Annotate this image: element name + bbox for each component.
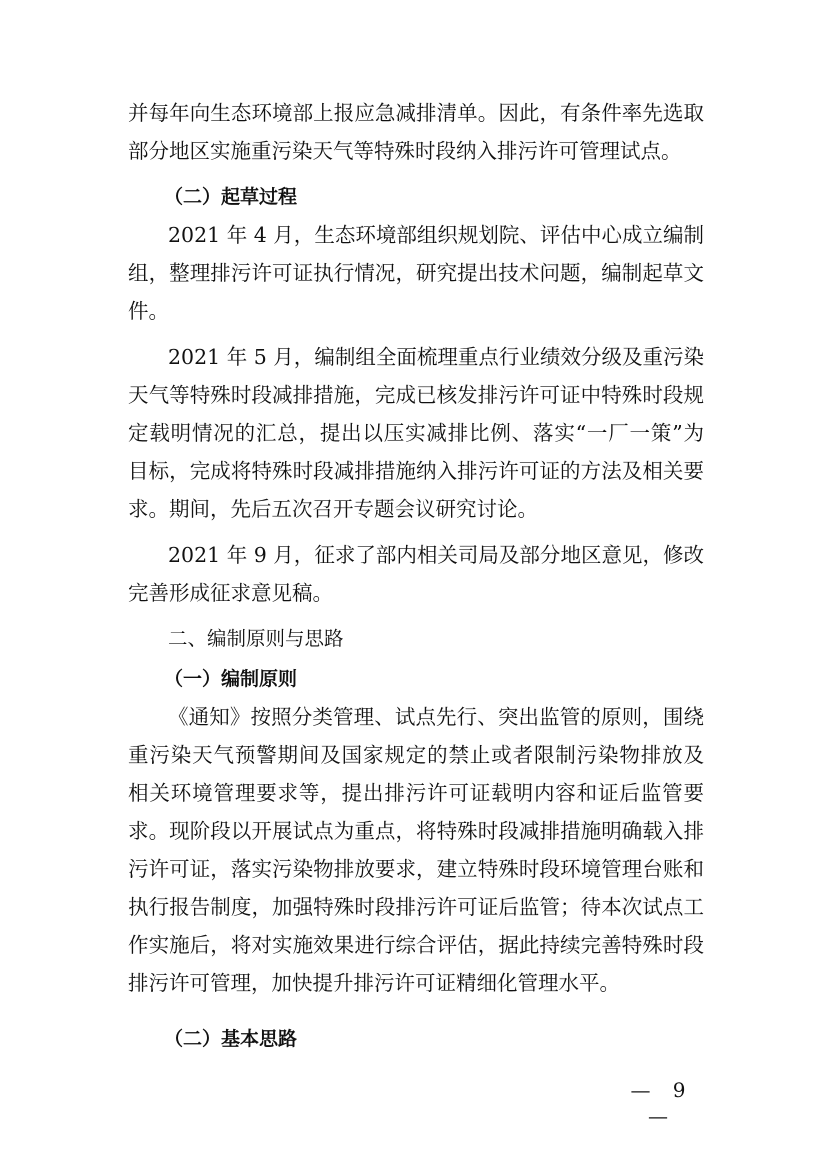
paragraph-line: 求。现阶段以开展试点为重点，将特殊时段减排措施明确载入排 [128, 819, 704, 843]
paragraph-line: 相关环境管理要求等，提出排污许可证载明内容和证后监管要 [128, 781, 704, 805]
section-heading: （二）基本思路 [164, 1028, 298, 1050]
paragraph-line: 目标，完成将特殊时段减排措施纳入排污许可证的方法及相关要 [128, 459, 704, 483]
paragraph-line: 2021 年 4 月，生态环境部组织规划院、评估中心成立编制 [168, 223, 704, 247]
page-number: — 9 — [630, 1078, 694, 1128]
paragraph-line: 2021 年 5 月，编制组全面梳理重点行业绩效分级及重污染 [168, 345, 704, 369]
paragraph-line: 排污许可管理，加快提升排污许可证精细化管理水平。 [128, 971, 620, 995]
paragraph-line: 完善形成征求意见稿。 [128, 581, 333, 605]
paragraph-line: 求。期间，先后五次召开专题会议研究讨论。 [128, 497, 538, 521]
paragraph-line: 组，整理排污许可证执行情况，研究提出技术问题，编制起草文 [128, 261, 704, 285]
paragraph-line: 作实施后，将对实施效果进行综合评估，据此持续完善特殊时段 [128, 933, 704, 957]
paragraph-line: 天气等特殊时段减排措施，完成已核发排污许可证中特殊时段规 [128, 383, 704, 407]
chapter-heading: 二、编制原则与思路 [168, 627, 344, 650]
paragraph-line: 2021 年 9 月，征求了部内相关司局及部分地区意见，修改 [168, 543, 704, 567]
paragraph-line: 《通知》按照分类管理、试点先行、突出监管的原则，围绕 [168, 705, 704, 729]
paragraph-line: 部分地区实施重污染天气等特殊时段纳入排污许可管理试点。 [128, 139, 682, 163]
paragraph-line: 定载明情况的汇总，提出以压实减排比例、落实“一厂一策”为 [128, 421, 704, 445]
paragraph-line: 污许可证，落实污染物排放要求，建立特殊时段环境管理台账和 [128, 857, 704, 881]
section-heading: （二）起草过程 [164, 186, 298, 208]
paragraph-line: 件。 [128, 299, 169, 323]
paragraph-line: 重污染天气预警期间及国家规定的禁止或者限制污染物排放及 [128, 743, 704, 767]
paragraph-line: 并每年向生态环境部上报应急减排清单。因此，有条件率先选取 [128, 101, 704, 125]
paragraph-line: 执行报告制度，加强特殊时段排污许可证后监管；待本次试点工 [128, 895, 704, 919]
section-heading: （一）编制原则 [164, 668, 298, 690]
